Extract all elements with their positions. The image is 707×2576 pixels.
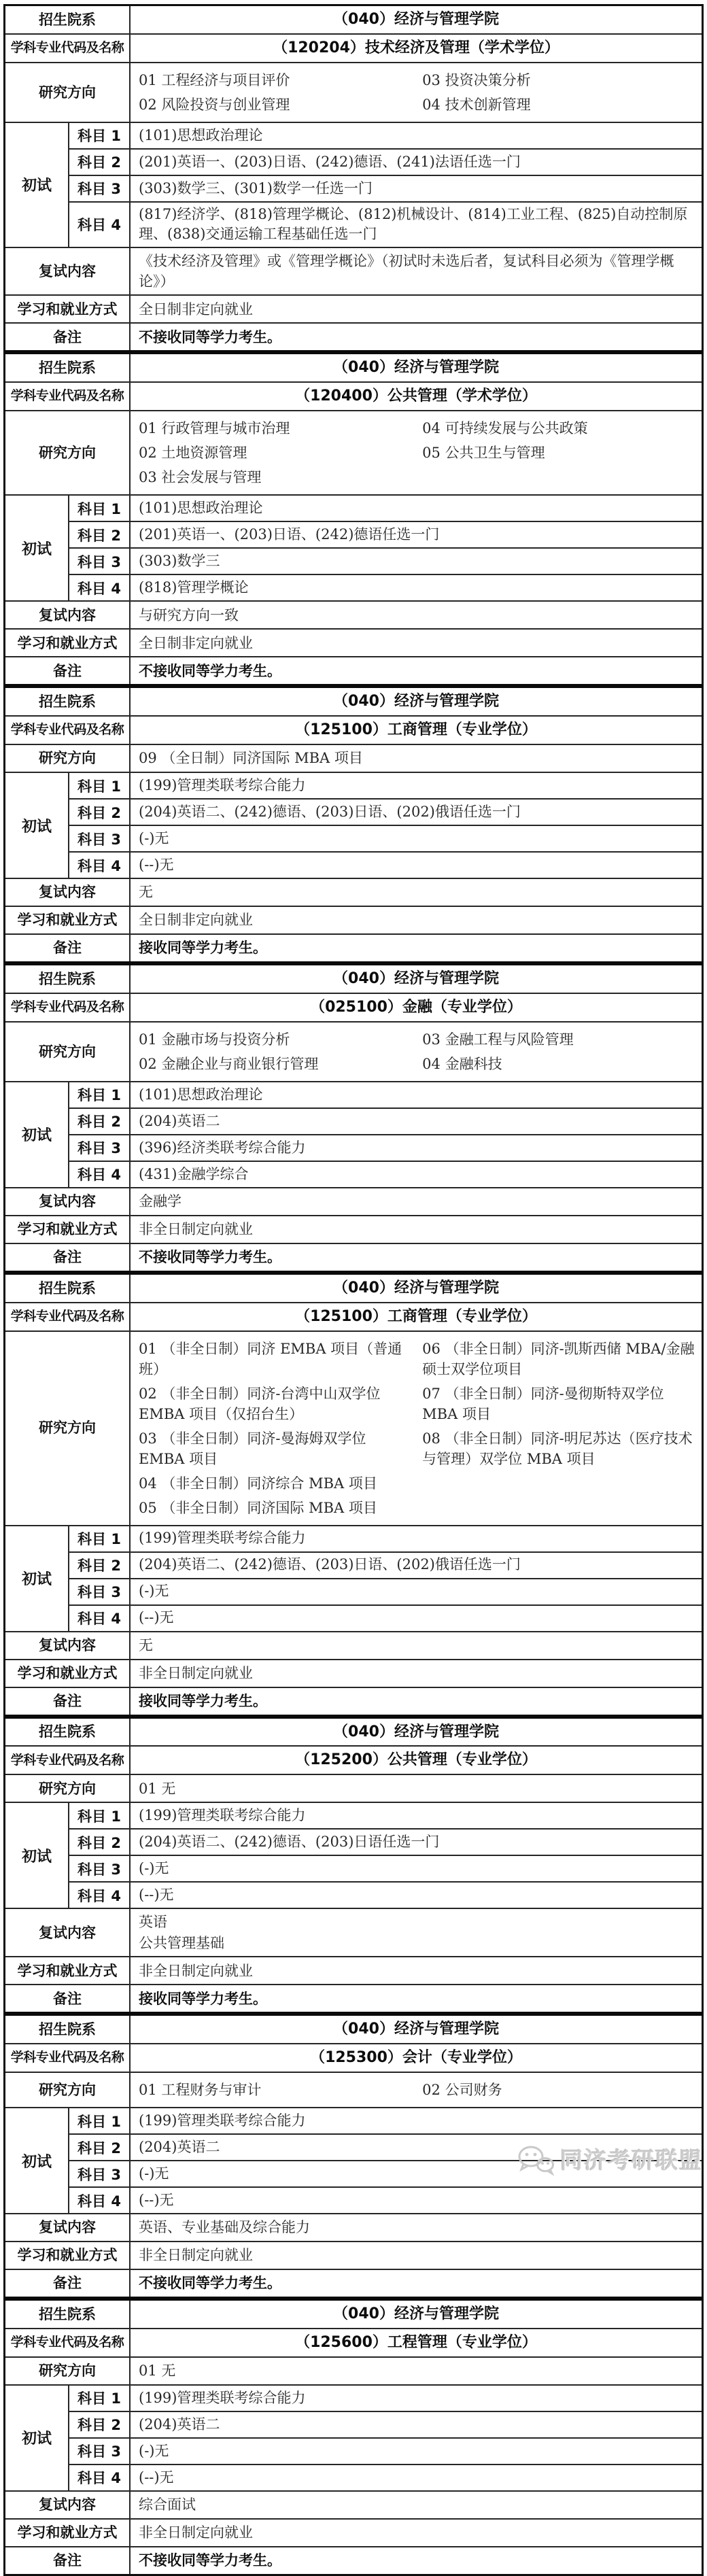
retest-label: 复试内容 (5, 879, 131, 906)
directions-right-column (422, 1027, 695, 1076)
subject-1-value: (199)管理类联考综合能力 (139, 2112, 306, 2129)
subject-row (69, 175, 702, 201)
directions-value (131, 1332, 702, 1525)
subject-3-value: (303)数学三 (139, 553, 220, 570)
directions-value: 01 无 (139, 2363, 176, 2380)
major-value: （125300）会计（专业学位） (310, 2049, 522, 2067)
study-mode-value: 非全日制定向就业 (139, 1962, 253, 1979)
directions-left-column (139, 416, 422, 490)
retest-label: 复试内容 (5, 1632, 131, 1659)
directions-label: 研究方向 (5, 1023, 131, 1081)
subject-row (69, 1604, 702, 1631)
subject-1-label: 科目 1 (69, 2108, 131, 2133)
note-row (5, 1687, 702, 1715)
dept-row (5, 6, 702, 33)
study-mode-label: 学习和就业方式 (5, 2520, 131, 2546)
subject-4-label: 科目 4 (69, 575, 131, 600)
subject-2-value: (201)英语一、(203)日语、(242)德语、(241)法语任选一门 (139, 153, 521, 170)
directions-row (5, 1021, 702, 1081)
subject-2-value: (204)英语二 (139, 2416, 220, 2433)
retest-value: 英语 公共管理基础 (139, 1914, 224, 1951)
dept-label: 招生院系 (5, 1275, 131, 1302)
study-mode-row (5, 1215, 702, 1243)
section-120400 (5, 350, 702, 684)
directions-label: 研究方向 (5, 2358, 131, 2384)
direction-item: 03 社会发展与管理 (139, 469, 262, 486)
study-mode-label: 学习和就业方式 (5, 2242, 131, 2269)
note-value: 不接收同等学力考生。 (139, 2275, 281, 2292)
subject-row (69, 2437, 702, 2464)
direction-item: 02 金融企业与商业银行管理 (139, 1055, 319, 1072)
direction-item: 03 投资决策分析 (422, 71, 531, 88)
direction-item: 02 风险投资与创业管理 (139, 96, 290, 113)
subject-3-value: (-)无 (139, 2442, 169, 2459)
retest-row (5, 1631, 702, 1659)
subject-row (69, 1161, 702, 1187)
direction-item: 04 可持续发展与公共政策 (422, 420, 588, 437)
direction-item: 05 （非全日制）同济国际 MBA 项目 (139, 1499, 377, 1516)
directions-row (5, 2072, 702, 2107)
major-row (5, 993, 702, 1021)
direction-item: 08 （非全日制）同济-明尼苏达（医疗技术与管理）双学位 MBA 项目 (422, 1430, 693, 1467)
subject-3-label: 科目 3 (69, 1856, 131, 1881)
direction-item: 03 （非全日制）同济-曼海姆双学位 EMBA 项目 (139, 1430, 366, 1467)
first-exam-rows (5, 772, 702, 878)
directions-row (5, 410, 702, 494)
subject-3-label: 科目 3 (69, 176, 131, 201)
dept-label: 招生院系 (5, 2016, 131, 2043)
subject-4-label: 科目 4 (69, 1883, 131, 1908)
directions-right-column (422, 68, 695, 117)
note-label: 备注 (5, 2270, 131, 2297)
subject-3-label: 科目 3 (69, 549, 131, 574)
first-exam-rows (5, 1802, 702, 1908)
subject-1-value: (101)思想政治理论 (139, 1086, 263, 1103)
direction-item: 01 （非全日制）同济 EMBA 项目（普通班） (139, 1340, 402, 1377)
directions-label: 研究方向 (5, 745, 131, 772)
directions-row (5, 1774, 702, 1802)
study-mode-row (5, 1659, 702, 1687)
subject-4-label: 科目 4 (69, 853, 131, 878)
retest-value: 无 (139, 1636, 153, 1653)
subject-1-value: (101)思想政治理论 (139, 500, 263, 517)
subject-2-label: 科目 2 (69, 522, 131, 547)
subject-row (69, 2186, 702, 2213)
note-row (5, 2546, 702, 2574)
major-value: （120400）公共管理（学术学位） (295, 388, 537, 405)
subject-row (69, 798, 702, 825)
direction-item: 06 （非全日制）同济-凯斯西储 MBA/金融硕士双学位项目 (422, 1340, 695, 1377)
subject-1-value: (199)管理类联考综合能力 (139, 776, 306, 793)
subject-row (69, 2108, 702, 2133)
major-label: 学科专业代码及名称 (5, 1303, 131, 1330)
subject-4-value: (818)管理学概论 (139, 579, 249, 596)
direction-item: 01 工程财务与审计 (139, 2082, 262, 2098)
study-mode-row (5, 1956, 702, 1984)
retest-label: 复试内容 (5, 248, 131, 295)
note-label: 备注 (5, 2547, 131, 2574)
direction-item: 07 （非全日制）同济-曼彻斯特双学位 MBA 项目 (422, 1385, 664, 1422)
major-row (5, 381, 702, 410)
note-row (5, 322, 702, 350)
dept-value: （040）经济与管理学院 (333, 359, 499, 377)
subject-2-value: (204)英语二 (139, 2138, 220, 2155)
note-value: 接收同等学力考生。 (139, 940, 267, 957)
dept-label: 招生院系 (5, 354, 131, 381)
study-mode-value: 全日制非定向就业 (139, 300, 253, 317)
note-label: 备注 (5, 1688, 131, 1715)
study-mode-label: 学习和就业方式 (5, 907, 131, 933)
subject-1-label: 科目 1 (69, 2386, 131, 2411)
note-label: 备注 (5, 1244, 131, 1271)
dept-label: 招生院系 (5, 688, 131, 715)
subject-1-value: (199)管理类联考综合能力 (139, 1530, 306, 1547)
dept-label: 招生院系 (5, 965, 131, 993)
major-label: 学科专业代码及名称 (5, 2329, 131, 2356)
retest-row (5, 247, 702, 295)
dept-row (5, 2016, 702, 2043)
directions-value (131, 63, 702, 122)
first-exam-label: 初试 (5, 2386, 69, 2490)
subject-3-value: (-)无 (139, 829, 169, 846)
first-exam-label: 初试 (5, 123, 69, 247)
subject-2-label: 科目 2 (69, 150, 131, 175)
study-mode-label: 学习和就业方式 (5, 1957, 131, 1984)
directions-label: 研究方向 (5, 2073, 131, 2107)
subject-2-value: (204)英语二、(242)德语、(203)日语任选一门 (139, 1834, 440, 1851)
directions-left-column (139, 1027, 422, 1076)
directions-row (5, 2356, 702, 2384)
subject-4-value: (817)经济学、(818)管理学概论、(812)机械设计、(814)工业工程、(825)自动控制原理、(838)交通运输工程基础任选一门 (139, 205, 688, 243)
study-mode-label: 学习和就业方式 (5, 296, 131, 322)
subject-row (69, 521, 702, 547)
section-125100-emba (5, 1271, 702, 1715)
subject-row (69, 2411, 702, 2437)
note-row (5, 933, 702, 961)
directions-value (131, 2073, 702, 2107)
directions-row (5, 62, 702, 122)
major-row (5, 1302, 702, 1330)
subject-4-value: (431)金融学综合 (139, 1165, 249, 1182)
major-row (5, 33, 702, 62)
note-label: 备注 (5, 935, 131, 961)
dept-value: （040）经济与管理学院 (333, 970, 499, 987)
dept-row (5, 2301, 702, 2328)
dept-label: 招生院系 (5, 1719, 131, 1746)
subject-3-value: (-)无 (139, 1583, 169, 1600)
note-row (5, 1243, 702, 1271)
major-label: 学科专业代码及名称 (5, 994, 131, 1021)
note-value: 不接收同等学力考生。 (139, 2552, 281, 2569)
subject-3-label: 科目 3 (69, 2439, 131, 2464)
note-value: 不接收同等学力考生。 (139, 662, 281, 679)
subject-4-value: (--)无 (139, 1609, 174, 1626)
directions-left-column (139, 68, 422, 117)
study-mode-label: 学习和就业方式 (5, 1216, 131, 1243)
directions-value: 09 （全日制）同济国际 MBA 项目 (139, 750, 363, 767)
direction-item: 02 （非全日制）同济-台湾中山双学位 EMBA 项目（仅招台生） (139, 1385, 381, 1422)
dept-row (5, 965, 702, 993)
direction-item: 01 工程经济与项目评价 (139, 71, 290, 88)
subject-row (69, 574, 702, 600)
subject-2-label: 科目 2 (69, 1553, 131, 1578)
retest-value: 综合面试 (139, 2496, 196, 2513)
subject-4-label: 科目 4 (69, 2188, 131, 2213)
directions-right-column (422, 1337, 695, 1471)
study-mode-row (5, 294, 702, 322)
subject-row (69, 2160, 702, 2186)
retest-label: 复试内容 (5, 2492, 131, 2518)
dept-value: （040）经济与管理学院 (333, 2305, 499, 2322)
retest-value: 无 (139, 884, 153, 901)
dept-value: （040）经济与管理学院 (333, 693, 499, 710)
subject-4-label: 科目 4 (69, 1162, 131, 1187)
study-mode-value: 非全日制定向就业 (139, 2524, 253, 2541)
dept-row (5, 354, 702, 381)
study-mode-row (5, 628, 702, 656)
subject-row (69, 547, 702, 574)
subject-4-value: (--)无 (139, 2191, 174, 2208)
subject-2-value: (204)英语二、(242)德语、(203)日语、(202)俄语任选一门 (139, 1556, 521, 1573)
first-exam-rows (5, 1081, 702, 1187)
direction-item: 04 （非全日制）同济综合 MBA 项目 (139, 1475, 377, 1492)
retest-row (5, 1187, 702, 1215)
major-row (5, 2328, 702, 2356)
direction-item: 04 技术创新管理 (422, 96, 531, 113)
subject-row (69, 123, 702, 148)
subject-1-value: (101)思想政治理论 (139, 126, 263, 143)
retest-value: 《技术经济及管理》或《管理学概论》（初试时未选后者，复试科目必须为《管理学概论》） (139, 252, 674, 290)
direction-item: 01 行政管理与城市治理 (139, 420, 290, 437)
first-exam-label: 初试 (5, 773, 69, 878)
subject-1-value: (199)管理类联考综合能力 (139, 2389, 306, 2406)
retest-row (5, 600, 702, 628)
major-row (5, 1745, 702, 1774)
study-mode-label: 学习和就业方式 (5, 630, 131, 656)
major-value: （125100）工商管理（专业学位） (295, 721, 537, 739)
subject-2-value: (204)英语二、(242)德语、(203)日语、(202)俄语任选一门 (139, 803, 521, 820)
note-row (5, 1984, 702, 2012)
subject-row (69, 2386, 702, 2411)
dept-row (5, 688, 702, 715)
subject-row (69, 2133, 702, 2160)
major-value: （125200）公共管理（专业学位） (295, 1751, 537, 1769)
first-exam-label: 初试 (5, 496, 69, 600)
study-mode-value: 非全日制定向就业 (139, 1221, 253, 1238)
subject-1-value: (199)管理类联考综合能力 (139, 1807, 306, 1824)
first-exam-label: 初试 (5, 1082, 69, 1187)
subject-3-label: 科目 3 (69, 826, 131, 851)
subject-2-label: 科目 2 (69, 2135, 131, 2160)
note-row (5, 656, 702, 684)
subject-row (69, 1107, 702, 1134)
dept-row (5, 1275, 702, 1302)
subject-row (69, 773, 702, 798)
subject-row (69, 1578, 702, 1604)
subject-4-label: 科目 4 (69, 1606, 131, 1631)
subject-4-label: 科目 4 (69, 2465, 131, 2490)
first-exam-rows (5, 122, 702, 247)
subject-row (69, 201, 702, 247)
direction-item: 04 金融科技 (422, 1055, 502, 1072)
subject-1-label: 科目 1 (69, 123, 131, 148)
retest-value: 与研究方向一致 (139, 606, 239, 623)
section-125100-fulltime-mba (5, 684, 702, 961)
subject-3-value: (-)无 (139, 2165, 169, 2182)
directions-value (131, 1023, 702, 1081)
directions-left-column (139, 1337, 422, 1520)
directions-row (5, 744, 702, 772)
subject-row (69, 1082, 702, 1107)
dept-label: 招生院系 (5, 6, 131, 33)
subject-3-label: 科目 3 (69, 1579, 131, 1604)
first-exam-rows (5, 1525, 702, 1631)
subject-2-label: 科目 2 (69, 1830, 131, 1855)
major-row (5, 2043, 702, 2072)
retest-value: 英语、专业基础及综合能力 (139, 2219, 310, 2236)
subject-row (69, 825, 702, 851)
study-mode-value: 非全日制定向就业 (139, 1664, 253, 1681)
retest-row (5, 2490, 702, 2518)
subject-1-label: 科目 1 (69, 773, 131, 798)
subject-row (69, 1881, 702, 1908)
direction-item: 02 土地资源管理 (139, 445, 247, 462)
dept-value: （040）经济与管理学院 (333, 1279, 499, 1296)
major-value: （125600）工程管理（专业学位） (295, 2333, 537, 2351)
dept-row (5, 1719, 702, 1746)
major-value: （025100）金融（专业学位） (310, 998, 522, 1016)
section-025100 (5, 961, 702, 1271)
subject-2-label: 科目 2 (69, 2412, 131, 2437)
section-120204 (5, 6, 702, 350)
direction-item: 03 金融工程与风险管理 (422, 1031, 574, 1048)
dept-label: 招生院系 (5, 2301, 131, 2328)
subject-2-label: 科目 2 (69, 1109, 131, 1134)
major-value: （120204）技术经济及管理（学术学位） (273, 39, 559, 56)
subject-row (69, 851, 702, 878)
study-mode-row (5, 2241, 702, 2269)
subject-row (69, 2464, 702, 2490)
dept-value: （040）经济与管理学院 (333, 1723, 499, 1740)
subject-1-label: 科目 1 (69, 1803, 131, 1828)
direction-item: 02 公司财务 (422, 2082, 502, 2098)
directions-right-column (422, 416, 695, 465)
study-mode-value: 全日制非定向就业 (139, 634, 253, 651)
directions-label: 研究方向 (5, 1775, 131, 1802)
subject-3-label: 科目 3 (69, 2161, 131, 2186)
direction-item: 01 金融市场与投资分析 (139, 1031, 290, 1048)
subject-3-value: (396)经济类联考综合能力 (139, 1139, 306, 1156)
direction-item: 05 公共卫生与管理 (422, 445, 545, 462)
dept-value: （040）经济与管理学院 (333, 11, 499, 28)
subject-1-label: 科目 1 (69, 1526, 131, 1551)
subject-4-value: (--)无 (139, 1887, 174, 1904)
study-mode-value: 全日制非定向就业 (139, 912, 253, 929)
subject-row (69, 496, 702, 521)
subject-2-label: 科目 2 (69, 800, 131, 825)
subject-row (69, 1134, 702, 1161)
section-125300 (5, 2012, 702, 2297)
directions-row (5, 1330, 702, 1525)
directions-left-column (139, 2078, 422, 2102)
study-mode-row (5, 2518, 702, 2546)
major-value: （125100）工商管理（专业学位） (295, 1307, 537, 1325)
major-row (5, 715, 702, 744)
retest-label: 复试内容 (5, 2214, 131, 2241)
directions-value (131, 411, 702, 494)
major-label: 学科专业代码及名称 (5, 35, 131, 62)
directions-label: 研究方向 (5, 63, 131, 122)
subject-row (69, 1803, 702, 1828)
note-label: 备注 (5, 324, 131, 350)
note-row (5, 2269, 702, 2297)
study-mode-value: 非全日制定向就业 (139, 2247, 253, 2264)
first-exam-label: 初试 (5, 2108, 69, 2213)
retest-label: 复试内容 (5, 602, 131, 628)
subject-row (69, 1526, 702, 1551)
note-value: 不接收同等学力考生。 (139, 328, 281, 345)
first-exam-rows (5, 2107, 702, 2213)
note-value: 不接收同等学力考生。 (139, 1249, 281, 1266)
directions-label: 研究方向 (5, 1332, 131, 1525)
first-exam-label: 初试 (5, 1526, 69, 1631)
subject-1-label: 科目 1 (69, 496, 131, 521)
first-exam-rows (5, 2384, 702, 2490)
subject-row (69, 1828, 702, 1855)
note-label: 备注 (5, 1985, 131, 2012)
note-value: 接收同等学力考生。 (139, 1990, 267, 2007)
directions-value: 01 无 (139, 1780, 176, 1797)
dept-value: （040）经济与管理学院 (333, 2021, 499, 2038)
first-exam-label: 初试 (5, 1803, 69, 1908)
retest-row (5, 878, 702, 906)
major-label: 学科专业代码及名称 (5, 383, 131, 410)
note-label: 备注 (5, 657, 131, 684)
major-label: 学科专业代码及名称 (5, 1747, 131, 1774)
retest-row (5, 1908, 702, 1956)
watermark-text: 同济考研联盟 (560, 2147, 703, 2174)
study-mode-label: 学习和就业方式 (5, 1660, 131, 1687)
section-125200 (5, 1715, 702, 2012)
subject-row (69, 1855, 702, 1881)
subject-4-value: (--)无 (139, 856, 174, 873)
major-label: 学科专业代码及名称 (5, 717, 131, 744)
subject-4-label: 科目 4 (69, 203, 131, 247)
retest-label: 复试内容 (5, 1909, 131, 1956)
subject-3-label: 科目 3 (69, 1135, 131, 1161)
subject-row (69, 148, 702, 175)
subject-3-value: (303)数学三、(301)数学一任选一门 (139, 179, 373, 196)
directions-right-column (422, 2078, 695, 2102)
study-mode-row (5, 906, 702, 933)
admissions-table (3, 4, 704, 2576)
note-value: 接收同等学力考生。 (139, 1692, 267, 1709)
retest-row (5, 2213, 702, 2241)
first-exam-rows (5, 494, 702, 600)
subject-4-value: (--)无 (139, 2469, 174, 2486)
subject-2-value: (201)英语一、(203)日语、(242)德语任选一门 (139, 526, 440, 543)
retest-label: 复试内容 (5, 1188, 131, 1215)
major-label: 学科专业代码及名称 (5, 2044, 131, 2072)
retest-value: 金融学 (139, 1193, 182, 1210)
subject-row (69, 1551, 702, 1578)
subject-1-label: 科目 1 (69, 1082, 131, 1107)
subject-2-value: (204)英语二 (139, 1112, 220, 1129)
directions-label: 研究方向 (5, 411, 131, 494)
subject-3-value: (-)无 (139, 1860, 169, 1877)
section-125600 (5, 2297, 702, 2574)
